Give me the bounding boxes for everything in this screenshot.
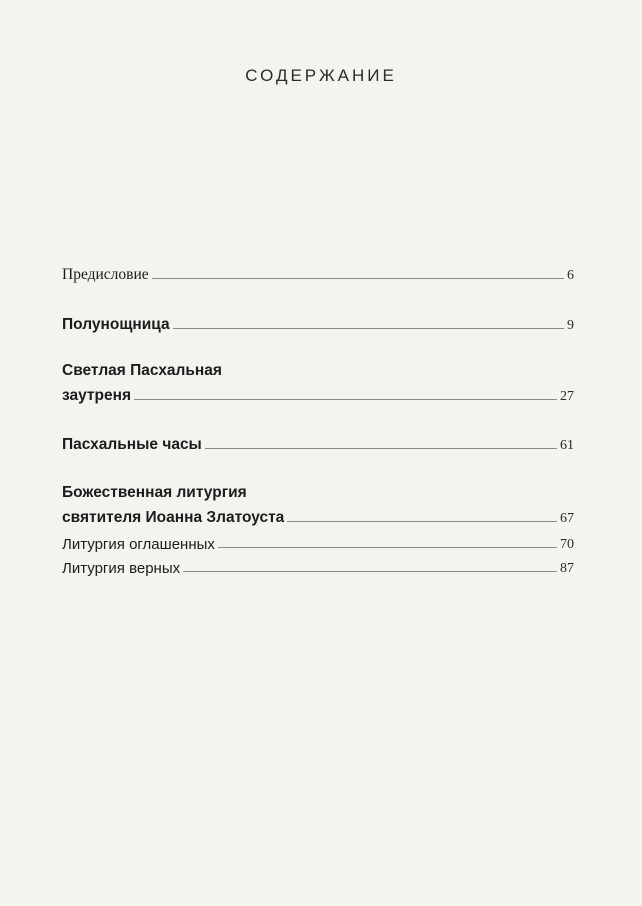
toc-leader-line xyxy=(152,277,564,279)
toc-page-number: 70 xyxy=(560,537,574,552)
toc-entry-preface[interactable] xyxy=(62,262,574,284)
toc-leader-line xyxy=(205,447,557,449)
toc-entry-title: Литургия оглашенных xyxy=(62,536,215,553)
toc-page-number: 67 xyxy=(560,511,574,526)
toc-entry-title: Предисловие xyxy=(62,266,149,283)
toc-page-number: 27 xyxy=(560,389,574,404)
toc-page-number: 6 xyxy=(567,268,574,283)
toc-page-number: 87 xyxy=(560,561,574,576)
toc-entry-liturgy-faithful[interactable] xyxy=(62,555,574,577)
toc-entry-paschal-hours[interactable] xyxy=(62,432,574,454)
toc-page-number: 61 xyxy=(560,438,574,453)
toc-leader-line xyxy=(134,398,557,400)
page-title: СОДЕРЖАНИЕ xyxy=(245,66,397,85)
toc-entry-title: заутреня xyxy=(62,387,132,404)
toc-leader-line xyxy=(173,327,564,329)
toc-entry-liturgy-catechumens[interactable] xyxy=(62,531,574,553)
toc-page-number: 9 xyxy=(567,318,574,333)
toc-entry-title-line1: Светлая Пасхальная xyxy=(62,362,222,379)
toc-leader-line xyxy=(183,570,557,572)
toc-entry-title: святителя Иоанна Златоуста xyxy=(62,509,285,526)
toc-entry-paschal-matins[interactable] xyxy=(62,359,574,405)
toc-leader-line xyxy=(218,546,557,548)
toc-entry-title: Пасхальные часы xyxy=(62,436,202,453)
toc-entry-divine-liturgy[interactable] xyxy=(62,481,574,527)
toc-entry-title-line1: Божественная литургия xyxy=(62,484,247,501)
toc-leader-line xyxy=(287,520,557,522)
toc-entry-title: Полунощница xyxy=(62,316,170,333)
toc-entry-title: Литургия верных xyxy=(62,560,181,577)
toc-entry-midnight-office[interactable] xyxy=(62,312,574,334)
